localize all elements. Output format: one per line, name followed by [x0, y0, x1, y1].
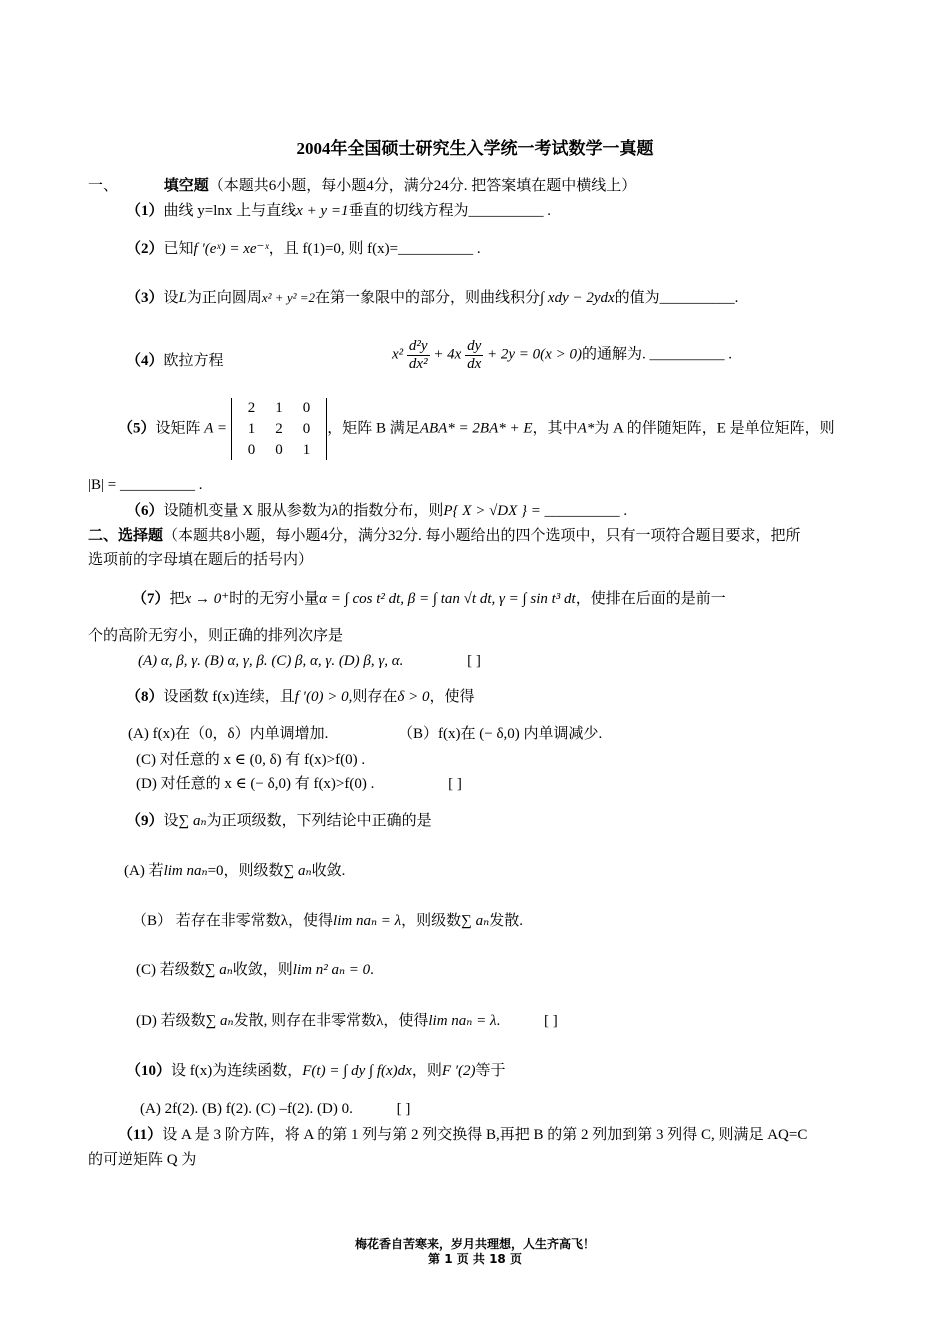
- question-text: ，则: [411, 1063, 442, 1079]
- section-description: （本题共6小题，每小题4分，满分24分. 把答案填在题中横线上）: [208, 178, 637, 194]
- question-8-option-b: （B）f(x)在 (− δ,0) 内单调减少.: [398, 726, 603, 742]
- question-9-option-a: (A) 若lim naₙ=0，则级数∑ aₙ收敛.: [124, 863, 346, 879]
- question-text: 设: [163, 290, 179, 306]
- footer-motto: 梅花香自苦寒来，岁月共理想，人生齐高飞！: [354, 1237, 595, 1251]
- question-2: [126, 240, 481, 259]
- question-8-option-c: (C) 对任意的 x ∈ (0, δ) 有 f(x)>f(0) .: [136, 752, 366, 768]
- section-number: 一、: [88, 178, 119, 194]
- section-heading: 填空题: [163, 178, 209, 194]
- math-expression: ABA* = 2BA* + E: [419, 420, 533, 437]
- question-9: [126, 812, 432, 831]
- question-9-option-d: (D) 若级数∑ aₙ发散, 则存在非零常数λ，使得lim naₙ = λ. [ ]: [136, 1013, 558, 1029]
- question-label: （6）: [126, 503, 164, 519]
- question-text: 的通解为. __________ .: [581, 346, 732, 363]
- math-expression: x → 0⁺: [184, 591, 230, 607]
- question-11: [118, 1126, 807, 1145]
- question-text: 设函数 f(x)连续，且: [163, 689, 295, 705]
- question-1: [126, 202, 551, 221]
- question-label: （11）: [118, 1127, 163, 1143]
- question-text: 设 f(x)为连续函数，: [171, 1063, 303, 1079]
- math-symbol: A*: [577, 420, 595, 437]
- integral-expression: F(t) = ∫ dy ∫ f(x)dx: [302, 1063, 412, 1079]
- question-text: 在第一象限中的部分，则曲线积分: [315, 290, 541, 306]
- series-expression: ∑ aₙ: [178, 813, 207, 829]
- question-7: [132, 590, 726, 609]
- answer-bracket: [ ]: [467, 653, 481, 669]
- question-10-options: [140, 1100, 410, 1119]
- integral-expression: α = ∫ cos t² dt, β = ∫ tan √t dt, γ = ∫ sin t³ dt: [319, 591, 576, 607]
- math-symbol: L: [178, 290, 187, 306]
- question-text: ，矩阵 B 满足: [327, 420, 420, 437]
- math-expression: x + y =1: [296, 203, 349, 219]
- question-8: [126, 688, 474, 707]
- question-8-option-d: [136, 775, 462, 794]
- question-text: ，且 f(1)=0, 则 f(x)=__________ .: [268, 241, 481, 257]
- answer-options: (A) α, β, γ. (B) α, γ, β. (C) β, α, γ. (D) β, γ, α.: [138, 653, 404, 669]
- question-text: 为正项级数，下列结论中正确的是: [206, 813, 432, 829]
- answer-option: (D) 对任意的 x ∈ (− δ,0) 有 f(x)>f(0) .: [136, 776, 375, 792]
- question-6: [126, 502, 627, 521]
- question-text: 曲线 y=lnx 上与直线: [163, 203, 297, 219]
- answer-bracket: [ ]: [448, 776, 462, 792]
- math-expression: f ′(eˣ) = xe⁻ˣ: [193, 241, 269, 257]
- question-text: 则存在: [352, 689, 398, 705]
- question-10: [126, 1062, 506, 1081]
- question-text: 为正向圆周: [186, 290, 262, 306]
- question-7-line2: 个的高阶无穷小，则正确的排列次序是: [88, 628, 344, 644]
- question-label: （4）: [126, 353, 164, 369]
- question-label: （1）: [126, 203, 164, 219]
- question-label: （2）: [126, 241, 164, 257]
- question-text: 欧拉方程: [163, 353, 224, 369]
- euler-equation: x² $\frac{\text{d²y}}{\text{dx²}}$ + 4x $\frac{dy}{dx}$ + 2y = 0(x > 0)的通解为. __________ .: [392, 338, 732, 372]
- answer-bracket: [ ]: [396, 1101, 411, 1117]
- question-text: 设: [163, 813, 179, 829]
- answer-bracket: [ ]: [544, 1013, 558, 1029]
- question-text: 等于: [475, 1063, 506, 1079]
- question-label: （7）: [132, 591, 170, 607]
- section-heading: 二、选择题: [88, 528, 164, 544]
- question-text: 已知: [163, 241, 194, 257]
- question-label: （10）: [126, 1063, 172, 1079]
- question-label: （9）: [126, 813, 164, 829]
- question-5: （5）设矩阵 A = 2 1 0 1 2 0 0 0 1 ，矩阵 B 满足ABA* = 2BA* + E，其中A*为 A 的伴随矩阵，E 是单位矩阵，则: [118, 398, 835, 460]
- math-expression: x² + y² =2: [261, 290, 316, 305]
- question-text: ，其中: [532, 420, 578, 437]
- question-label: （5）: [118, 420, 156, 437]
- question-9-option-c: (C) 若级数∑ aₙ收敛，则lim n² aₙ = 0.: [136, 962, 374, 978]
- math-symbol: λ: [331, 503, 339, 519]
- question-text: 的值为__________.: [614, 290, 739, 306]
- answer-options: (A) 2f(2). (B) f(2). (C) –f(2). (D) 0.: [140, 1101, 353, 1117]
- math-expression: P{ X > √DX } =: [443, 503, 541, 519]
- question-11-line2: 的可逆矩阵 Q 为: [88, 1152, 197, 1168]
- question-7-options: [138, 652, 481, 671]
- question-text: ，使排在后面的是前一: [575, 591, 726, 607]
- question-label: （3）: [126, 290, 164, 306]
- integral-expression: ∫ xdy − 2ydx: [540, 290, 615, 306]
- section2-description-line2: 选项前的字母填在题后的括号内）: [88, 552, 314, 568]
- matrix-A: 2 1 0 1 2 0 0 0 1: [231, 398, 328, 460]
- question-text: 设 A 是 3 阶方阵，将 A 的第 1 列与第 2 列交换得 B,再把 B 的第 2 列加到第 3 列得 C, 则满足 AQ=C: [162, 1127, 808, 1143]
- section-description: （本题共8小题，每小题4分，满分32分. 每小题给出的四个选项中，只有一项符合题目要求，把所: [163, 528, 801, 544]
- math-expression: f ′(0) > 0,: [294, 689, 353, 705]
- question-3: [126, 289, 738, 308]
- math-expression: F ′(2): [441, 1063, 476, 1079]
- question-text: 的指数分布，则: [338, 503, 444, 519]
- math-expression: δ > 0: [397, 689, 430, 705]
- page-number: 第 1 页 共 18 页: [428, 1252, 522, 1266]
- question-9-option-b: （B） 若存在非零常数λ，使得lim naₙ = λ，则级数∑ aₙ发散.: [132, 913, 523, 929]
- question-8-option-a: (A) f(x)在（0，δ）内单调增加.: [128, 726, 329, 742]
- question-4: [126, 352, 224, 371]
- question-text: 为 A 的伴随矩阵，E 是单位矩阵，则: [594, 420, 835, 437]
- question-text: 垂直的切线方程为__________ .: [348, 203, 551, 219]
- page-title: 2004年全国硕士研究生入学统一考试数学一真题: [296, 139, 654, 158]
- question-text: 设矩阵: [155, 420, 201, 437]
- question-text: 设随机变量 X 服从参数为: [163, 503, 332, 519]
- question-text: 时的无穷小量: [229, 591, 320, 607]
- question-text: 把: [169, 591, 185, 607]
- section1-header: [88, 177, 636, 196]
- question-text: __________ .: [544, 503, 628, 519]
- question-text: ，使得: [429, 689, 475, 705]
- question-5-line2: |B| = __________ .: [88, 477, 203, 493]
- question-label: （8）: [126, 689, 164, 705]
- section2-header: [88, 527, 801, 546]
